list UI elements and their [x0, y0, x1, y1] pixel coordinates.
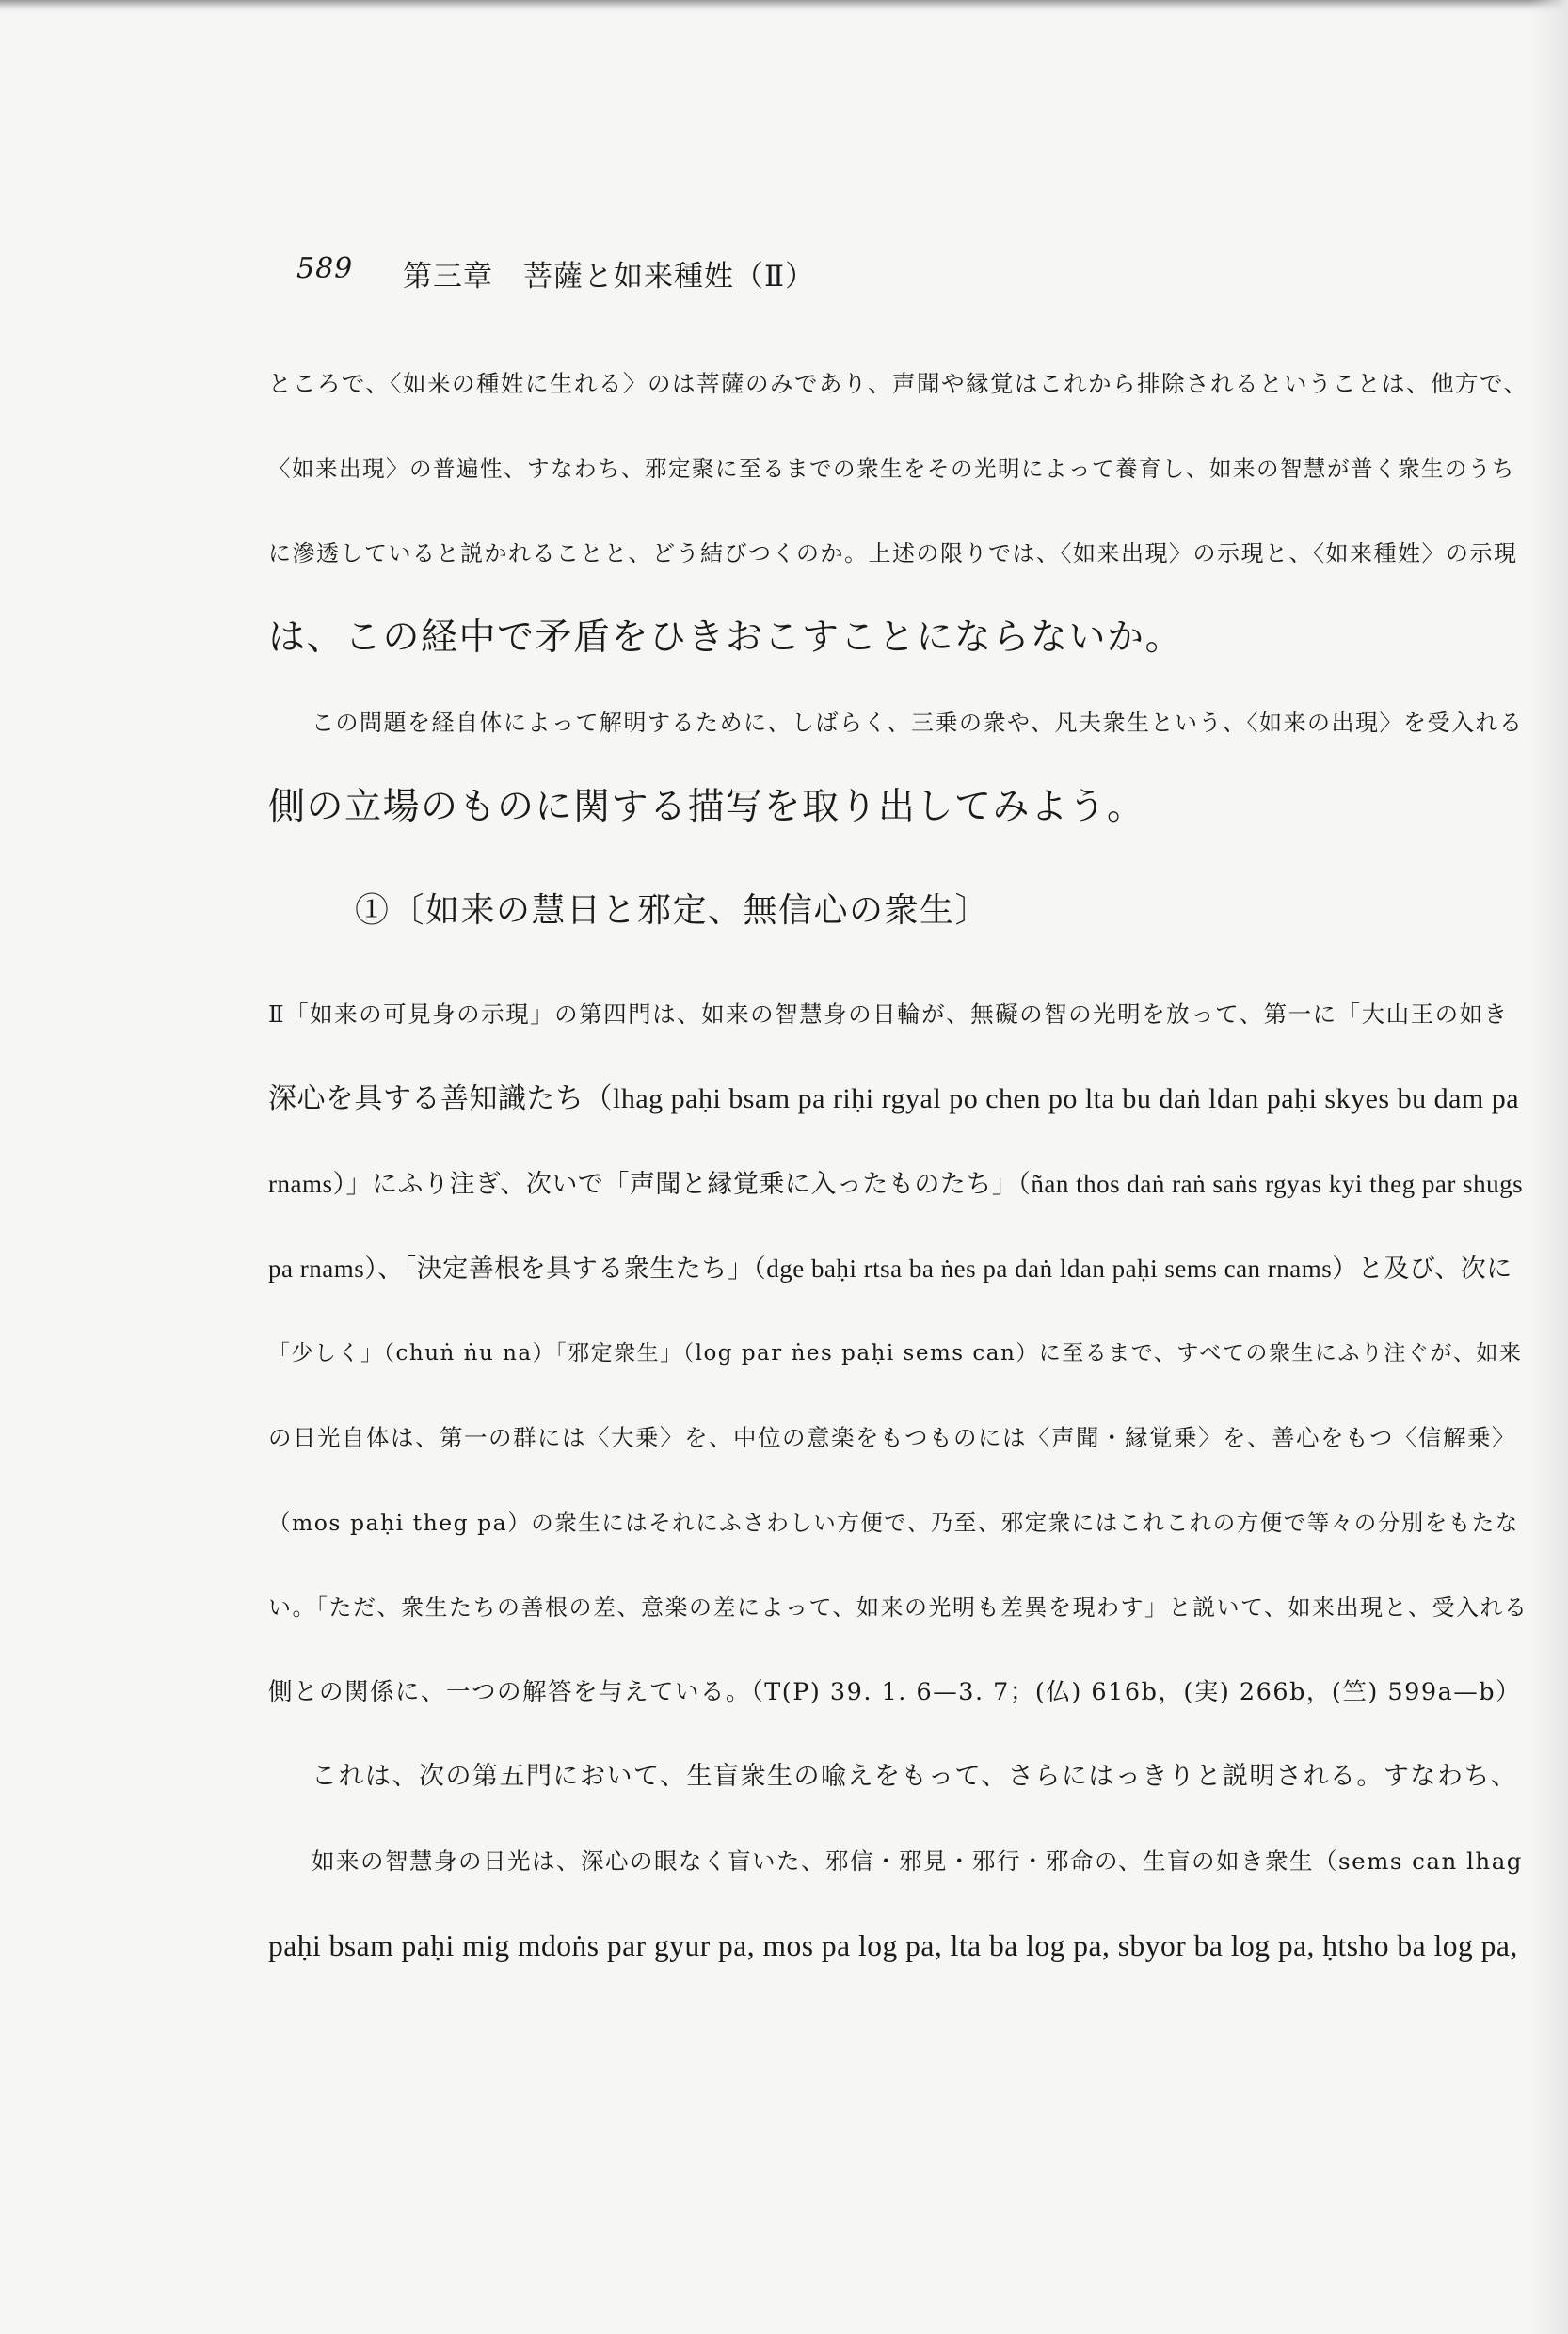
text-line: pa rnams）、「決定善根を具する衆生たち」（dge baḥi rtsa ba ṅes pa daṅ ldan paḥi sems can rnams）と及び、次に: [268, 1255, 1512, 1283]
text-line: に滲透していると説かれることと、どう結びつくのか。上述の限りでは、〈如来出現〉の示現と、〈如来種姓〉の示現: [268, 540, 1518, 567]
text-line: 如来の智慧身の日光は、深心の眼なく盲いた、邪信・邪見・邪行・邪命の、生盲の如き衆生（sems can lhag: [312, 1847, 1523, 1875]
text-line: この問題を経自体によって解明するために、しばらく、三乗の衆や、凡夫衆生という、〈如来の出現〉を受入れる: [312, 710, 1524, 736]
scan-right-edge: [1530, 0, 1568, 2334]
running-head: 第三章 菩薩と如来種姓（Ⅱ）: [403, 260, 816, 294]
section-heading: ①〔如来の慧日と邪定、無信心の衆生〕: [355, 891, 991, 930]
text-line: の日光自体は、第一の群には〈大乗〉を、中位の意楽をもつものには〈声聞・縁覚乗〉を、善心をもつ〈信解乗〉: [268, 1424, 1516, 1451]
text-line: 深心を具する善知識たち（lhag paḥi bsam pa riḥi rgyal po chen po lta bu daṅ ldan paḥi skyes bu dam pa: [268, 1083, 1520, 1114]
text-line: ところで、〈如来の種姓に生れる〉のは菩薩のみであり、声聞や縁覚はこれから排除されるということは、他方で、: [268, 370, 1528, 397]
text-line: 側との関係に、一つの解答を与えている。（T(P) 39. 1. 6—3. 7；(仏) 616b，(実) 266b，(竺) 599a—b）: [268, 1678, 1522, 1706]
text-line: 側の立場のものに関する描写を取り出してみよう。: [268, 786, 1145, 828]
text-line: これは、次の第五門において、生盲衆生の喩えをもって、さらにはっきりと説明される。すなわち、: [312, 1762, 1518, 1791]
page-number: 589: [296, 252, 354, 285]
text-line: は、この経中で矛盾をひきおこすことにならないか。: [268, 616, 1184, 659]
text-line: い。「ただ、衆生たちの善根の差、意楽の差によって、如来の光明も差異を現わす」と説いて、如来出現と、受入れる: [268, 1594, 1528, 1621]
text-line: （mos paḥi theg pa）の衆生にはそれにふさわしい方便で、乃至、邪定衆にはこれこれの方便で等々の分別をもたな: [268, 1510, 1519, 1536]
text-line: Ⅱ「如来の可見身の示現」の第四門は、如来の智慧身の日輪が、無礙の智の光明を放って、第一に「大山王の如き: [268, 1000, 1509, 1028]
text-line: paḥi bsam paḥi mig mdoṅs par gyur pa, mos pa log pa, lta ba log pa, sbyor ba log pa, ḥtsho ba log pa,: [268, 1929, 1518, 1962]
scan-top-edge: [0, 0, 1568, 13]
body-text: [268, 362, 1529, 2132]
text-line: 「少しく」（chuṅ ṅu na）「邪定衆生」（log par ṅes paḥi sems can）に至るまで、すべての衆生にふり注ぐが、如来: [268, 1341, 1523, 1366]
text-line: 〈如来出現〉の普遍性、すなわち、邪定聚に至るまでの衆生をその光明によって養育し、如来の智慧が普く衆生のうち: [268, 456, 1515, 482]
text-line: rnams）」にふり注ぎ、次いで「声聞と縁覚乗に入ったものたち」（ñan thos daṅ raṅ saṅs rgyas kyi theg par shugs: [268, 1170, 1524, 1198]
